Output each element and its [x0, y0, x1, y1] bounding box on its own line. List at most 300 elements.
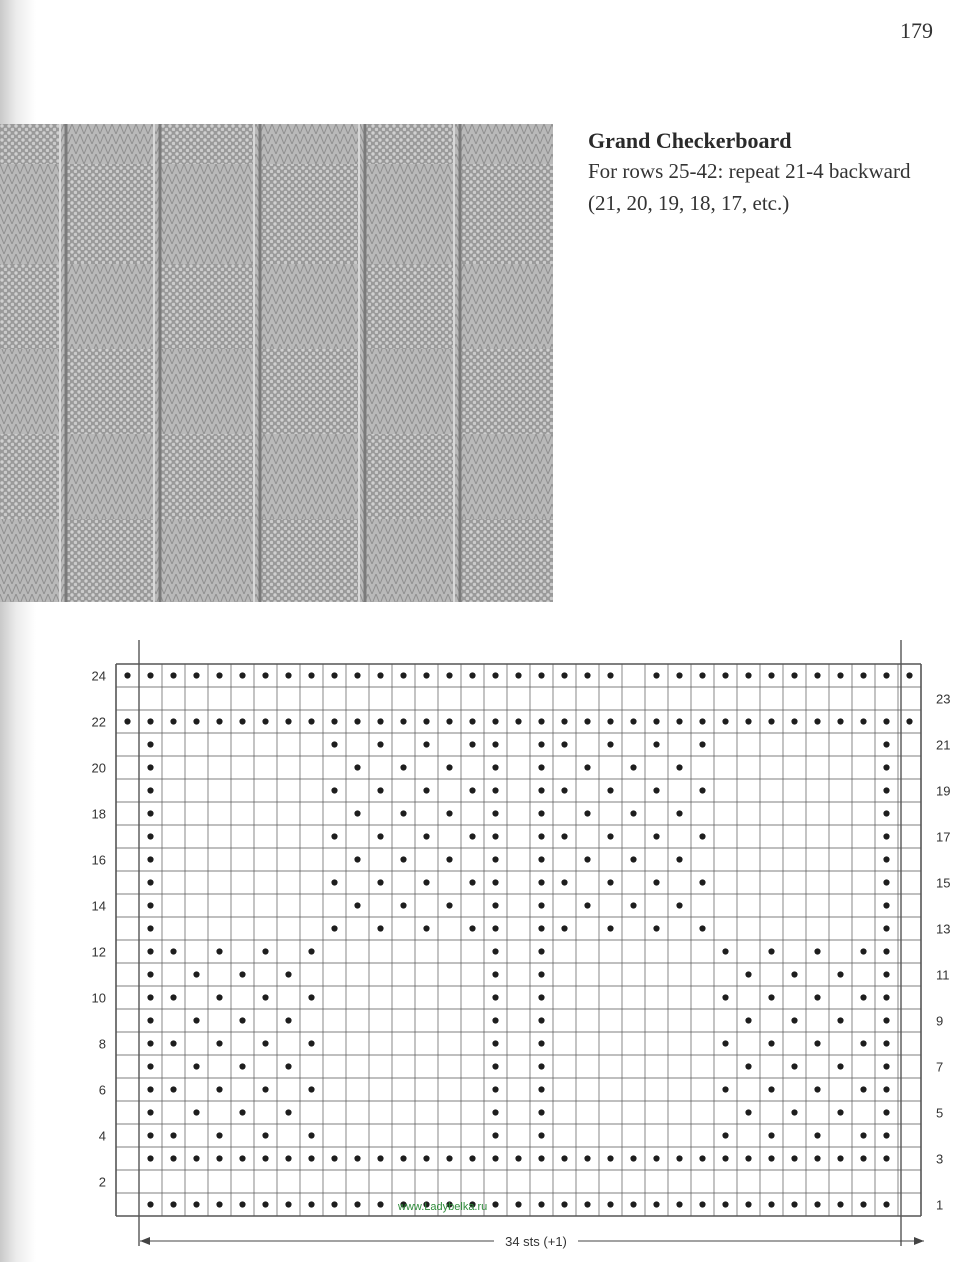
purl-dot — [699, 879, 705, 885]
purl-dot — [814, 1201, 820, 1207]
purl-dot — [239, 971, 245, 977]
purl-dot — [377, 1155, 383, 1161]
purl-dot — [216, 994, 222, 1000]
purl-dot — [239, 1109, 245, 1115]
purl-dot — [193, 1155, 199, 1161]
purl-dot — [216, 672, 222, 678]
purl-dot — [883, 741, 889, 747]
purl-dot — [814, 1132, 820, 1138]
purl-dot — [400, 902, 406, 908]
purl-dot — [400, 810, 406, 816]
purl-dot — [469, 741, 475, 747]
purl-dot — [791, 971, 797, 977]
purl-dot — [722, 1201, 728, 1207]
purl-dot — [193, 1109, 199, 1115]
row-label-right: 13 — [936, 921, 951, 937]
purl-dot — [377, 672, 383, 678]
purl-dot — [492, 810, 498, 816]
purl-dot — [377, 741, 383, 747]
seed-stitch-block — [66, 164, 154, 264]
purl-dot — [331, 1201, 337, 1207]
purl-dot — [699, 672, 705, 678]
row-label-left: 20 — [91, 760, 106, 776]
purl-dot — [538, 971, 544, 977]
purl-dot — [699, 718, 705, 724]
seed-stitch-block — [365, 124, 454, 164]
purl-dot — [814, 948, 820, 954]
purl-dot — [331, 925, 337, 931]
purl-dot — [147, 1063, 153, 1069]
purl-dot — [630, 1155, 636, 1161]
purl-dot — [331, 672, 337, 678]
purl-dot — [492, 856, 498, 862]
width-dimension — [140, 1234, 924, 1249]
pattern-note-line-1: For rows 25-42: repeat 21-4 backward — [588, 159, 911, 183]
purl-dot — [147, 925, 153, 931]
watermark: www.Ladybelka.ru — [398, 1201, 488, 1213]
purl-dot — [285, 971, 291, 977]
purl-dot — [883, 948, 889, 954]
purl-dot — [469, 1155, 475, 1161]
purl-dot — [653, 925, 659, 931]
seed-stitch-block — [460, 349, 553, 434]
purl-dot — [400, 1155, 406, 1161]
purl-dot — [607, 672, 613, 678]
purl-dot — [193, 1017, 199, 1023]
purl-dot — [653, 787, 659, 793]
seed-stitch-block — [260, 519, 359, 602]
purl-dot — [400, 856, 406, 862]
purl-dot — [699, 741, 705, 747]
purl-dot — [492, 672, 498, 678]
purl-dot — [262, 1040, 268, 1046]
purl-dot — [377, 718, 383, 724]
purl-dot — [377, 925, 383, 931]
purl-dot — [308, 1155, 314, 1161]
purl-dot — [147, 1155, 153, 1161]
purl-dot — [630, 810, 636, 816]
purl-dot — [745, 672, 751, 678]
purl-dot — [469, 787, 475, 793]
purl-dot — [538, 741, 544, 747]
purl-dot — [262, 948, 268, 954]
purl-dot — [653, 672, 659, 678]
purl-dot — [262, 994, 268, 1000]
purl-dot — [193, 971, 199, 977]
purl-dot — [377, 1201, 383, 1207]
purl-dot — [768, 718, 774, 724]
purl-dot — [745, 971, 751, 977]
purl-dot — [193, 672, 199, 678]
purl-dot — [170, 1040, 176, 1046]
row-label-right: 17 — [936, 829, 951, 845]
purl-dot — [538, 856, 544, 862]
purl-dot — [377, 833, 383, 839]
purl-dot — [285, 1109, 291, 1115]
purl-dot — [561, 787, 567, 793]
purl-dot — [860, 718, 866, 724]
purl-dot — [676, 902, 682, 908]
purl-dot — [492, 925, 498, 931]
knitted-swatch-photo — [0, 124, 553, 602]
knitting-chart-grid — [0, 630, 964, 1262]
row-label-right: 19 — [936, 783, 951, 799]
purl-dot — [423, 718, 429, 724]
purl-dot — [331, 741, 337, 747]
purl-dot — [676, 1155, 682, 1161]
purl-dot — [492, 833, 498, 839]
purl-dot — [354, 1201, 360, 1207]
purl-dot — [561, 741, 567, 747]
purl-dot — [308, 994, 314, 1000]
purl-dot — [354, 856, 360, 862]
purl-dot — [883, 810, 889, 816]
purl-dot — [538, 1017, 544, 1023]
purl-dot — [538, 1109, 544, 1115]
purl-dot — [584, 1201, 590, 1207]
swatch-illustration — [0, 124, 553, 602]
purl-dot — [446, 718, 452, 724]
purl-dot — [147, 1109, 153, 1115]
row-label-left: 6 — [98, 1082, 106, 1098]
purl-dot — [147, 810, 153, 816]
row-label-right: 3 — [936, 1151, 944, 1167]
purl-dot — [147, 1201, 153, 1207]
purl-dot — [492, 1086, 498, 1092]
row-label-left: 14 — [91, 898, 106, 914]
purl-dot — [538, 672, 544, 678]
purl-dot — [837, 1201, 843, 1207]
purl-dot — [561, 672, 567, 678]
purl-dot — [791, 1155, 797, 1161]
purl-dot — [193, 1063, 199, 1069]
purl-dot — [607, 787, 613, 793]
purl-dot — [883, 1017, 889, 1023]
purl-dot — [515, 718, 521, 724]
purl-dot — [883, 1132, 889, 1138]
purl-dot — [722, 948, 728, 954]
seed-stitch-block — [160, 124, 254, 164]
purl-dot — [837, 971, 843, 977]
purl-dot — [308, 1132, 314, 1138]
purl-dot — [676, 856, 682, 862]
purl-dot — [377, 879, 383, 885]
purl-dot — [791, 672, 797, 678]
purl-dot — [814, 1086, 820, 1092]
purl-dot — [745, 1017, 751, 1023]
purl-dot — [699, 925, 705, 931]
purl-dot — [492, 971, 498, 977]
purl-dot — [515, 1201, 521, 1207]
purl-dot — [193, 718, 199, 724]
purl-dot — [354, 718, 360, 724]
purl-dot — [469, 718, 475, 724]
purl-dot — [538, 1063, 544, 1069]
purl-dot — [423, 925, 429, 931]
purl-dot — [653, 1155, 659, 1161]
purl-dot — [653, 879, 659, 885]
purl-dot — [745, 1063, 751, 1069]
purl-dot — [331, 718, 337, 724]
purl-dot — [837, 718, 843, 724]
row-label-right: 15 — [936, 875, 951, 891]
seed-stitch-block — [260, 349, 359, 434]
row-label-right: 7 — [936, 1059, 944, 1075]
purl-dot — [147, 879, 153, 885]
purl-dot — [423, 672, 429, 678]
page-number: 179 — [900, 18, 933, 43]
purl-dot — [216, 948, 222, 954]
purl-dot — [492, 902, 498, 908]
purl-dot — [584, 718, 590, 724]
purl-dot — [446, 764, 452, 770]
purl-dot — [883, 1155, 889, 1161]
purl-dot — [538, 1132, 544, 1138]
seed-stitch-block — [0, 434, 60, 519]
purl-dot — [837, 1063, 843, 1069]
purl-dot — [607, 741, 613, 747]
purl-dot — [147, 1086, 153, 1092]
purl-dot — [561, 925, 567, 931]
purl-dot — [446, 810, 452, 816]
purl-dot — [262, 718, 268, 724]
purl-dot — [216, 718, 222, 724]
purl-dot — [791, 1017, 797, 1023]
purl-dot — [538, 718, 544, 724]
purl-dot — [170, 1132, 176, 1138]
seed-stitch-block — [260, 164, 359, 264]
purl-dot — [607, 718, 613, 724]
purl-dot — [768, 672, 774, 678]
purl-dot — [492, 1040, 498, 1046]
purl-dot — [170, 1086, 176, 1092]
purl-dot — [722, 1040, 728, 1046]
purl-dot — [883, 787, 889, 793]
purl-dot — [538, 1201, 544, 1207]
purl-dot — [331, 879, 337, 885]
purl-dot — [423, 741, 429, 747]
purl-dot — [538, 764, 544, 770]
purl-dot — [860, 672, 866, 678]
purl-dot — [653, 833, 659, 839]
purl-dot — [147, 787, 153, 793]
purl-dot — [515, 672, 521, 678]
purl-dot — [469, 879, 475, 885]
purl-dot — [308, 1201, 314, 1207]
purl-dot — [147, 1040, 153, 1046]
purl-dot — [239, 718, 245, 724]
purl-dot — [768, 948, 774, 954]
purl-dot — [331, 787, 337, 793]
purl-dot — [538, 833, 544, 839]
purl-dot — [860, 1040, 866, 1046]
seed-stitch-block — [365, 264, 454, 349]
purl-dot — [216, 1201, 222, 1207]
purl-dot — [147, 672, 153, 678]
purl-dot — [630, 1201, 636, 1207]
purl-dot — [446, 902, 452, 908]
purl-dot — [216, 1155, 222, 1161]
purl-dot — [538, 787, 544, 793]
purl-dot — [515, 1155, 521, 1161]
purl-dot — [423, 787, 429, 793]
purl-dot — [883, 1040, 889, 1046]
purl-dot — [883, 1201, 889, 1207]
purl-dot — [561, 879, 567, 885]
purl-dot — [883, 1063, 889, 1069]
purl-dot — [538, 994, 544, 1000]
purl-dot — [377, 787, 383, 793]
purl-dot — [860, 1155, 866, 1161]
purl-dot — [147, 1132, 153, 1138]
purl-dot — [883, 902, 889, 908]
purl-dot — [883, 856, 889, 862]
purl-dot — [308, 672, 314, 678]
purl-dot — [308, 948, 314, 954]
purl-dot — [124, 672, 130, 678]
purl-dot — [538, 1086, 544, 1092]
purl-dot — [538, 810, 544, 816]
purl-dot — [170, 672, 176, 678]
row-label-right: 1 — [936, 1197, 944, 1213]
purl-dot — [745, 718, 751, 724]
purl-dot — [906, 718, 912, 724]
purl-dot — [538, 948, 544, 954]
purl-dot — [239, 1201, 245, 1207]
row-label-right: 21 — [936, 737, 951, 753]
purl-dot — [262, 1201, 268, 1207]
purl-dot — [883, 764, 889, 770]
purl-dot — [699, 1155, 705, 1161]
purl-dot — [791, 718, 797, 724]
purl-dot — [170, 994, 176, 1000]
purl-dot — [906, 672, 912, 678]
purl-dot — [722, 1155, 728, 1161]
purl-dot — [768, 1086, 774, 1092]
purl-dot — [860, 994, 866, 1000]
row-label-left: 12 — [91, 944, 106, 960]
purl-dot — [147, 971, 153, 977]
purl-dot — [147, 1017, 153, 1023]
purl-dot — [538, 1155, 544, 1161]
purl-dot — [492, 1017, 498, 1023]
purl-dot — [147, 764, 153, 770]
purl-dot — [584, 672, 590, 678]
purl-dot — [216, 1086, 222, 1092]
row-label-right: 23 — [936, 691, 951, 707]
purl-dot — [239, 1155, 245, 1161]
purl-dot — [860, 1201, 866, 1207]
purl-dot — [699, 1201, 705, 1207]
purl-dot — [860, 1086, 866, 1092]
purl-dot — [607, 833, 613, 839]
row-label-right: 5 — [936, 1105, 944, 1121]
purl-dot — [469, 672, 475, 678]
purl-dot — [492, 1132, 498, 1138]
purl-dot — [722, 718, 728, 724]
row-label-left: 16 — [91, 852, 106, 868]
row-label-right: 11 — [936, 967, 950, 983]
purl-dot — [285, 1201, 291, 1207]
row-label-left: 4 — [98, 1128, 106, 1144]
purl-dot — [469, 925, 475, 931]
purl-dot — [561, 718, 567, 724]
purl-dot — [147, 718, 153, 724]
purl-dot — [354, 810, 360, 816]
purl-dot — [446, 672, 452, 678]
purl-dot — [745, 1109, 751, 1115]
seed-stitch-block — [160, 434, 254, 519]
purl-dot — [722, 994, 728, 1000]
row-label-left: 8 — [98, 1036, 106, 1052]
purl-dot — [653, 718, 659, 724]
purl-dot — [630, 718, 636, 724]
purl-dot — [768, 1132, 774, 1138]
purl-dot — [676, 810, 682, 816]
purl-dot — [492, 994, 498, 1000]
purl-dot — [492, 1109, 498, 1115]
purl-dot — [147, 902, 153, 908]
purl-dot — [492, 948, 498, 954]
row-label-left: 24 — [91, 668, 106, 684]
purl-dot — [285, 718, 291, 724]
purl-dot — [607, 1201, 613, 1207]
purl-dot — [170, 1201, 176, 1207]
purl-dot — [883, 994, 889, 1000]
seed-stitch-block — [365, 434, 454, 519]
purl-dot — [492, 764, 498, 770]
purl-dot — [814, 1155, 820, 1161]
purl-dot — [791, 1201, 797, 1207]
purl-dot — [676, 764, 682, 770]
purl-dot — [193, 1201, 199, 1207]
purl-dot — [285, 1063, 291, 1069]
purl-dot — [492, 1063, 498, 1069]
row-label-left: 10 — [91, 990, 106, 1006]
row-label-right: 9 — [936, 1013, 944, 1029]
row-label-left: 18 — [91, 806, 106, 822]
purl-dot — [584, 1155, 590, 1161]
stitch-width-label: 34 sts (+1) — [505, 1234, 567, 1249]
purl-dot — [791, 1109, 797, 1115]
purl-dot — [400, 718, 406, 724]
purl-dot — [308, 1040, 314, 1046]
purl-dot — [607, 1155, 613, 1161]
purl-dot — [354, 764, 360, 770]
purl-dot — [538, 902, 544, 908]
purl-dot — [699, 787, 705, 793]
purl-dot — [561, 833, 567, 839]
purl-dot — [492, 741, 498, 747]
purl-dot — [354, 1155, 360, 1161]
purl-dot — [147, 741, 153, 747]
purl-dot — [285, 672, 291, 678]
purl-dot — [285, 1155, 291, 1161]
purl-dot — [837, 1155, 843, 1161]
purl-dot — [814, 994, 820, 1000]
purl-dot — [423, 1155, 429, 1161]
purl-dot — [722, 1086, 728, 1092]
purl-dot — [745, 1155, 751, 1161]
purl-dot — [584, 810, 590, 816]
purl-dot — [400, 672, 406, 678]
purl-dot — [883, 718, 889, 724]
purl-dot — [584, 856, 590, 862]
purl-dot — [262, 1155, 268, 1161]
seed-stitch-block — [66, 519, 154, 602]
purl-dot — [170, 948, 176, 954]
purl-dot — [423, 879, 429, 885]
